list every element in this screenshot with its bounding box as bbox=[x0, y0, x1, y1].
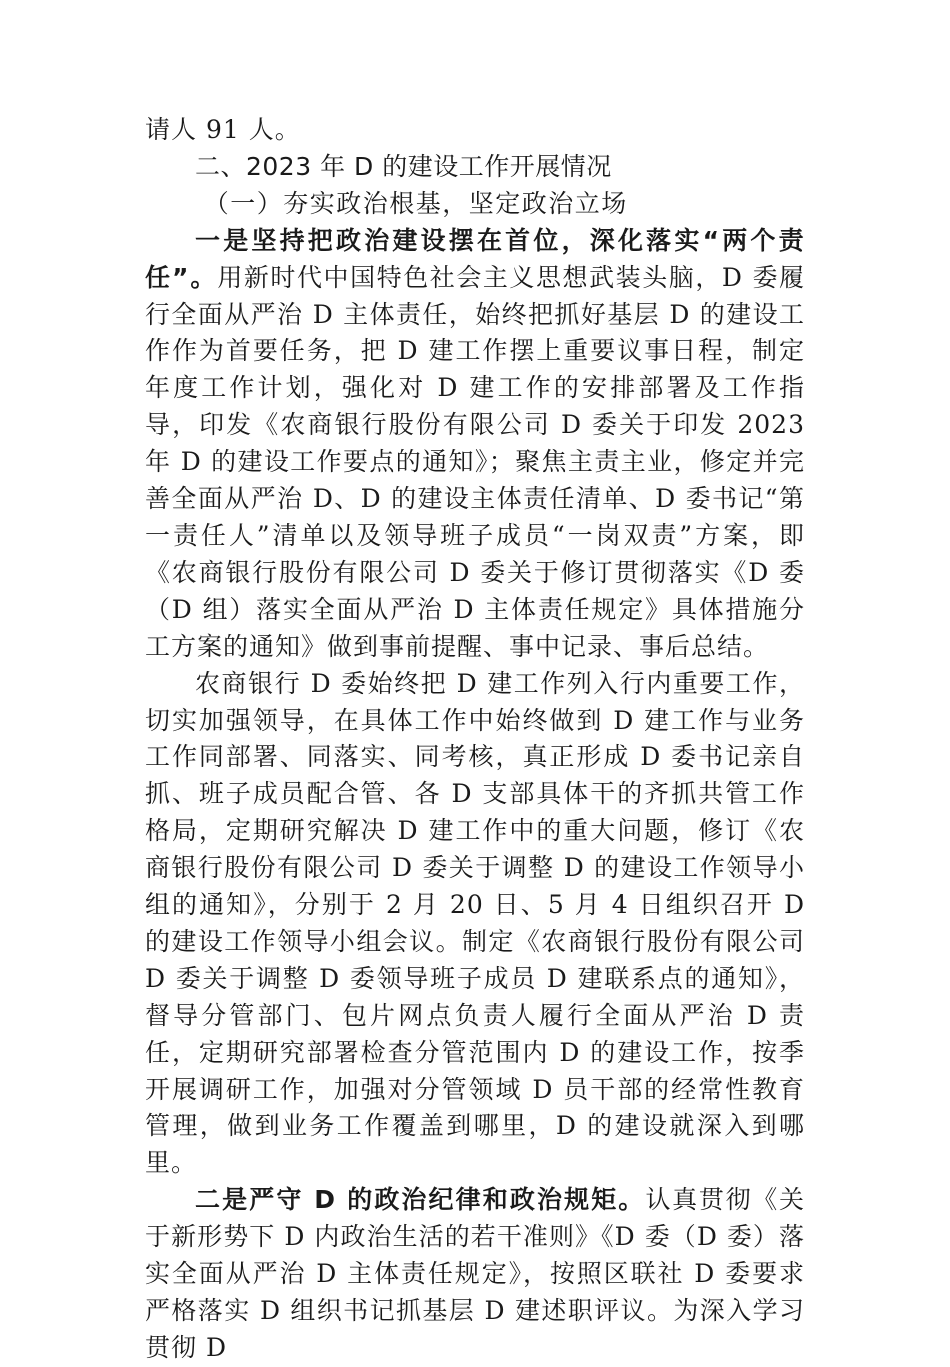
paragraph-1 bbox=[145, 223, 805, 666]
paragraph-2: 农商银行 D 委始终把 D 建工作列入行内重要工作，切实加强领导，在具体工作中始终做到 D 建工作与业务工作同部署、同落实、同考核，真正形成 D 委书记亲自抓、班子成员配合管、各 D 支部具体干的齐抓共管工作格局，定期研究解决 D 建工作中的重大问题，修订《农商银行股份有限公司 D 委关于调整 D 的建设工作领导小组的通知》，分别于 2 月 20 日、5 月 4 日组织召开 D 的建设工作领导小组会议。制定《农商银行股份有限公司 D 委关于调整 D 委领导班子成员 D 建联系点的通知》，督导分管部门、包片网点负责人履行全面从严治 D 责任，定期研究部署检查分管范围内 D 的建设工作，按季开展调研工作，加强对分管领域 D 员干部的经常性教育管理，做到业务工作覆盖到哪里，D 的建设就深入到哪里。 bbox=[145, 668, 805, 1178]
paragraph-3-body: 认真贯彻《关于新形势下 D 内政治生活的若干准则》《D 委（D 委）落实全面从严治 D 主体责任规定》，按照区联社 D 委要求严格落实 D 组织书记抓基层 D 建述职评议。为深入学习贯彻 D bbox=[145, 1185, 805, 1362]
paragraph-3 bbox=[145, 1182, 805, 1367]
paragraph-1-body: 用新时代中国特色社会主义思想武装头脑，D 委履行全面从严治 D 主体责任，始终把抓好基层 D 的建设工作作为首要任务，把 D 建工作摆上重要议事日程，制定年度工作计划，强化对 D 建工作的安排部署及工作指导，印发《农商银行股份有限公司 D 委关于印发 2023 年 D 的建设工作要点的通知》；聚焦主责主业，修定并完善全面从严治 D、D 的建设主体责任清单、D 委书记“第一责任人”清单以及领导班子成员“一岗双责”方案，即《农商银行股份有限公司 D 委关于修订贯彻落实《D 委（D 组）落实全面从严治 D 主体责任规定》具体措施分工方案的通知》做到事前提醒、事中记录、事后总结。 bbox=[145, 262, 805, 661]
paragraph-1-lead: 一是坚持把政治建设摆在首位，深化落实“两个责任”。 bbox=[145, 225, 805, 292]
document-page bbox=[145, 112, 805, 1367]
section-heading: 二、2023 年 D 的建设工作开展情况 bbox=[195, 151, 612, 181]
subsection-heading: （一）夯实政治根基，坚定政治立场 bbox=[203, 188, 628, 218]
paragraph-3-lead: 二是严守 D 的政治纪律和政治规矩。 bbox=[195, 1185, 646, 1215]
continuation-line: 请人 91 人。 bbox=[145, 115, 301, 144]
